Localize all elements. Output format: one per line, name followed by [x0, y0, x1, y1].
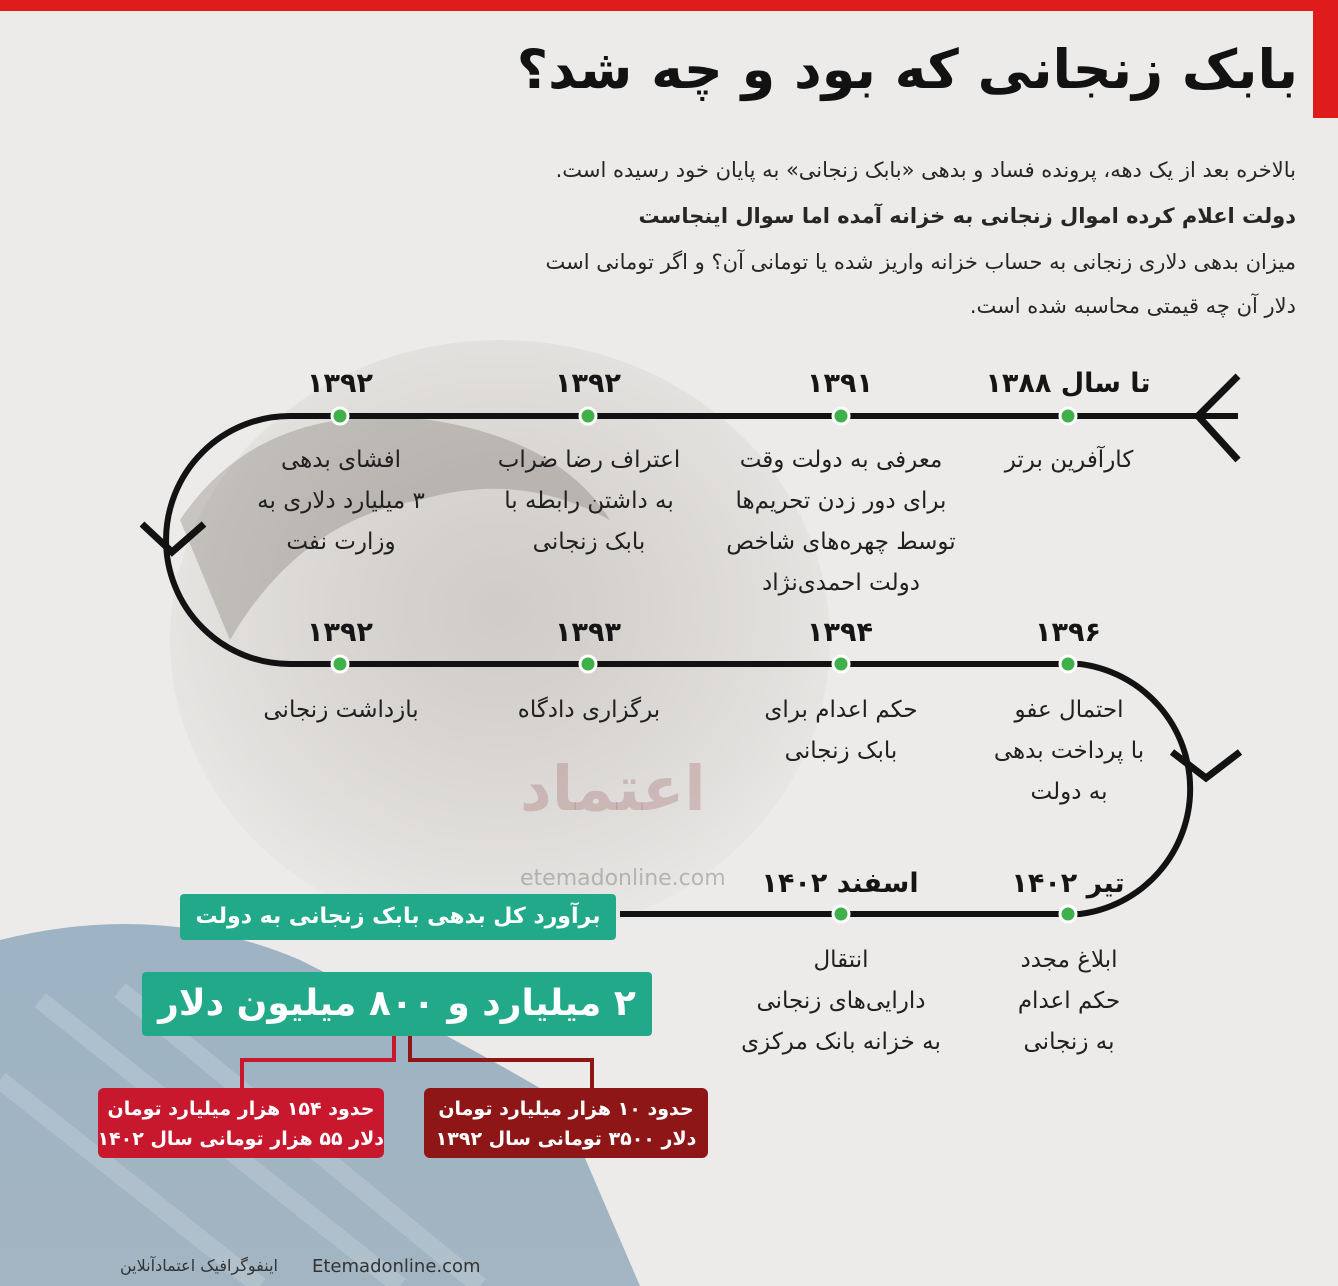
debt-amount-box: ۲ میلیارد و ۸۰۰ میلیون دلار: [142, 972, 652, 1036]
event-7: حکم اعدام برای بابک زنجانی: [764, 697, 918, 764]
intro-line-4: دلار آن چه قیمتی محاسبه شده است.: [969, 294, 1296, 318]
footer-credit: اینفوگرافیک اعتمادآنلاین: [119, 1256, 278, 1275]
event-5: بازداشت زنجانی: [263, 697, 419, 723]
event-1: کارآفرین برتر: [1004, 447, 1134, 473]
watermark-url: etemadonline.com: [520, 866, 726, 891]
intro-line-2: دولت اعلام کرده اموال زنجانی به خزانه آمده اما سوال اینجاست: [638, 204, 1296, 228]
year-label-1: تا سال ۱۳۸۸: [985, 368, 1151, 399]
event-9: ابلاغ مجدد حکم اعدام به زنجانی: [1017, 947, 1121, 1055]
year-label-9: تیر ۱۴۰۲: [1011, 868, 1125, 899]
intro-line-1: بالاخره بعد از یک دهه، پرونده فساد و بدهی «بابک زنجانی» به پایان خود رسیده است.: [555, 158, 1296, 182]
year-label-3: ۱۳۹۲: [555, 368, 621, 399]
year-label-8: ۱۳۹۶: [1035, 617, 1101, 648]
year-label-5: ۱۳۹۲: [307, 617, 373, 648]
breakdown-1402: حدود ۱۵۴ هزار میلیارد تومان دلار ۵۵ هزار تومانی سال ۱۴۰۲: [98, 1088, 384, 1158]
year-label-2: ۱۳۹۱: [807, 368, 873, 399]
event-3: اعتراف رضا ضراب به داشتن رابطه با بابک زنجانی: [497, 447, 681, 555]
breakdown-1392: حدود ۱۰ هزار میلیارد تومان دلار ۳۵۰۰ تومانی سال ۱۳۹۲: [424, 1088, 708, 1158]
watermark-logo: اعتماد: [520, 752, 706, 825]
event-4: افشای بدهی ۳ میلیارد دلاری به وزارت نفت: [257, 447, 425, 555]
year-label-6: ۱۳۹۳: [555, 617, 621, 648]
event-6: برگزاری دادگاه: [517, 697, 661, 723]
debt-estimate-label: برآورد کل بدهی بابک زنجانی به دولت: [180, 894, 616, 940]
year-label-10: اسفند ۱۴۰۲: [761, 868, 919, 899]
year-label-7: ۱۳۹۴: [807, 617, 873, 648]
event-8: احتمال عفو با پرداخت بدهی به دولت: [993, 697, 1145, 805]
footer-site: Etemadonline.com: [312, 1256, 481, 1277]
page-title: بابک زنجانی که بود و چه شد؟: [516, 38, 1298, 101]
year-label-4: ۱۳۹۲: [307, 368, 373, 399]
event-2: معرفی به دولت وقت برای دور زدن تحریم‌ها توسط چهره‌های شاخص دولت احمدی‌نژاد: [726, 447, 956, 596]
event-10: انتقال دارایی‌های زنجانی به خزانه بانک مرکزی: [741, 947, 941, 1055]
intro-line-3: میزان بدهی دلاری زنجانی به حساب خزانه واریز شده یا تومانی آن؟ و اگر تومانی است: [545, 250, 1296, 274]
